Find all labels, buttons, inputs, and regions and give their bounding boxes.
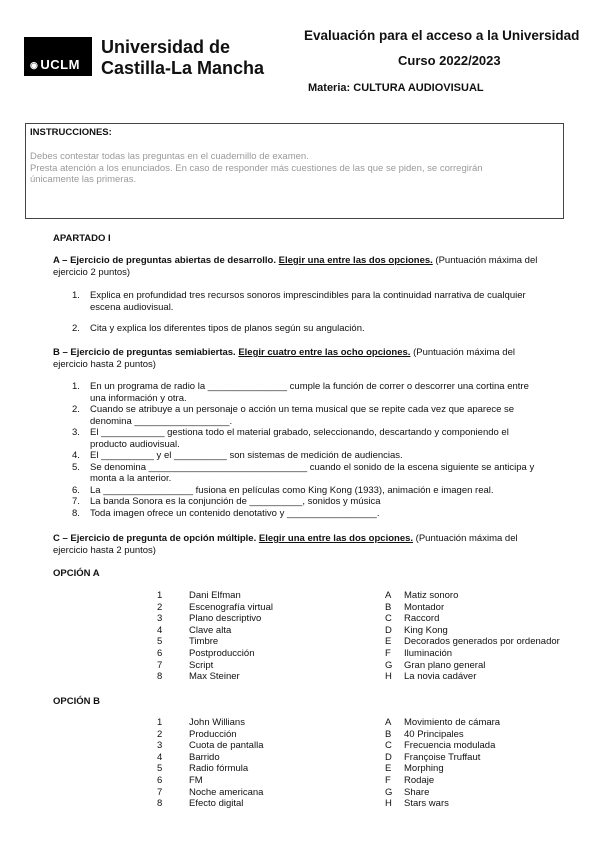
row-letter: B: [385, 728, 392, 740]
table-row: [157, 729, 500, 741]
table-row: [157, 648, 560, 660]
right-term: Matiz sonoro: [404, 590, 459, 601]
right-term: Gran plano general: [404, 659, 486, 671]
university-logo: [24, 37, 92, 76]
row-letter: G: [385, 786, 393, 798]
row-number: 6: [157, 774, 163, 786]
exam-course: Curso 2022/2023: [398, 53, 501, 68]
section-title: APARTADO I: [53, 233, 111, 244]
table-row: [157, 740, 500, 752]
list-item: 2. Cita y explica los diferentes tipos de planos según su angulación.: [72, 323, 365, 334]
part-b-list: [72, 381, 542, 519]
row-letter: F: [385, 647, 391, 659]
row-letter: A: [385, 590, 392, 601]
table-row: [157, 602, 560, 614]
instructions-text: [30, 151, 555, 186]
left-term: Efecto digital: [189, 798, 244, 810]
table-row: [157, 798, 500, 810]
left-term: Producción: [189, 728, 237, 740]
row-letter: G: [385, 659, 393, 671]
table-row: [157, 660, 560, 672]
instructions-line: Debes contestar todas las preguntas en el cuadernillo de examen.: [30, 151, 309, 162]
part-a-list: [72, 290, 542, 335]
row-number: 8: [157, 798, 163, 810]
list-item: 1. Explica en profundidad tres recursos sonoros imprescindibles para la continuidad narrativa de cualquier escena audiovisual.: [72, 290, 526, 313]
part-a-heading: [53, 255, 553, 278]
left-term: Dani Elfman: [189, 590, 241, 601]
right-term: Decorados generados por ordenador: [404, 636, 560, 648]
row-letter: H: [385, 671, 392, 683]
row-number: 7: [157, 786, 163, 798]
part-a-heading-underline: Elegir una entre las dos opciones.: [278, 255, 433, 266]
row-number: 7: [157, 659, 163, 671]
logo-text: ◉ UCLM: [30, 57, 80, 72]
part-c-heading-line2: ejercicio hasta 2 puntos): [53, 544, 156, 556]
right-term: Movimiento de cámara: [404, 717, 501, 728]
left-term: FM: [189, 774, 203, 786]
row-number: 5: [157, 763, 163, 775]
right-term: La novia cadáver: [404, 671, 477, 683]
subject-line: [308, 82, 484, 94]
left-term: John Willians: [189, 717, 245, 728]
table-row: [157, 613, 560, 625]
row-letter: F: [385, 774, 391, 786]
row-number: 2: [157, 728, 163, 740]
part-b-heading: [53, 347, 553, 370]
table-row: [157, 717, 500, 729]
instructions-line: únicamente las primeras.: [30, 174, 137, 185]
row-letter: C: [385, 613, 392, 625]
right-term: Frecuencia modulada: [404, 740, 496, 752]
row-letter: D: [385, 751, 392, 763]
subject-label: Materia:: [308, 82, 351, 94]
right-term: 40 Principales: [404, 728, 464, 740]
option-b-label: OPCIÓN B: [53, 696, 100, 707]
table-row: [157, 671, 560, 683]
left-term: Noche americana: [189, 786, 264, 798]
row-letter: B: [385, 601, 392, 613]
right-term: Montador: [404, 601, 445, 613]
row-number: 1: [157, 717, 163, 728]
part-b-heading-bold: B – Ejercicio de preguntas semiabiertas.: [53, 347, 236, 358]
part-b-heading-line2: ejercicio hasta 2 puntos): [53, 358, 156, 370]
right-term: Stars wars: [404, 798, 449, 810]
university-name-line1: Universidad de: [101, 37, 231, 57]
list-item: 6. La _________________ fusiona en películas como King Kong (1933), animación e imagen real.: [72, 484, 494, 496]
list-item: 8. Toda imagen ofrece un contenido denotativo y _________________.: [72, 507, 380, 519]
right-term: Françoise Truffaut: [404, 751, 481, 763]
row-number: 5: [157, 636, 163, 648]
row-letter: D: [385, 624, 392, 636]
instructions-box: [25, 123, 564, 219]
left-term: Postproducción: [189, 647, 255, 659]
row-letter: C: [385, 740, 392, 752]
table-row: [157, 752, 500, 764]
row-letter: H: [385, 798, 392, 810]
list-item: 5. Se denomina ______________________________ cuando el sonido de la escena siguiente se anticipa y monta a la anterior.: [72, 461, 535, 484]
row-number: 4: [157, 751, 163, 763]
row-number: 1: [157, 590, 163, 601]
row-number: 3: [157, 613, 163, 625]
part-c-heading: [53, 533, 553, 556]
right-term: Share: [404, 786, 430, 798]
part-c-heading-bold: C – Ejercicio de pregunta de opción múltiple.: [53, 533, 257, 544]
row-number: 4: [157, 624, 163, 636]
row-number: 2: [157, 601, 163, 613]
left-term: Timbre: [189, 636, 219, 648]
instructions-line: Presta atención a los enunciados. En caso de responder más cuestiones de las que se piden, se corregirán: [30, 162, 483, 174]
right-term: Iluminación: [404, 647, 453, 659]
exam-title: Evaluación para el acceso a la Universidad: [304, 28, 580, 43]
left-term: Plano descriptivo: [189, 613, 262, 625]
right-term: Raccord: [404, 613, 440, 625]
right-term: Rodaje: [404, 774, 435, 786]
list-item: 1. En un programa de radio la _______________ cumple la función de correr o descorrer una cortina entre una información y otra.: [72, 381, 529, 404]
part-a-heading-rest: (Puntuación máxima del: [435, 255, 538, 266]
left-term: Barrido: [189, 751, 220, 763]
row-letter: E: [385, 636, 392, 648]
row-number: 3: [157, 740, 163, 752]
table-row: [157, 625, 560, 637]
part-c-heading-rest: (Puntuación máxima del: [415, 533, 518, 544]
left-term: Script: [189, 659, 214, 671]
instructions-title: INSTRUCCIONES:: [30, 127, 112, 138]
university-name: [101, 37, 264, 79]
list-item: 3. El ____________ gestiona todo el material grabado, seleccionando, descartando y componiendo el producto audiovisual.: [72, 427, 509, 450]
table-row: [157, 590, 560, 602]
right-term: Morphing: [404, 763, 444, 775]
part-b-heading-rest: (Puntuación máxima del: [413, 347, 515, 358]
part-a-heading-bold: A – Ejercicio de preguntas abiertas de desarrollo.: [53, 255, 276, 266]
left-term: Cuota de pantalla: [189, 740, 264, 752]
table-row: [157, 787, 500, 799]
part-a-heading-line2: ejercicio 2 puntos): [53, 266, 131, 278]
part-c-heading-underline: Elegir una entre las dos opciones.: [258, 533, 414, 544]
option-b-table: [157, 717, 500, 810]
list-item: 7. La banda Sonora es la conjunción de __________, sonidos y música: [72, 496, 381, 507]
subject-value: CULTURA AUDIOVISUAL: [353, 82, 484, 94]
table-row: [157, 636, 560, 648]
right-term: King Kong: [404, 624, 448, 636]
row-letter: E: [385, 763, 392, 775]
list-item: 2. Cuando se atribuye a un personaje o acción un tema musical que se repite cada vez que aparece se denomina __________________.: [72, 404, 515, 427]
option-a-label: OPCIÓN A: [53, 568, 100, 579]
row-number: 8: [157, 671, 163, 683]
option-a-table: [157, 590, 560, 683]
left-term: Clave alta: [189, 624, 232, 636]
table-row: [157, 775, 500, 787]
row-number: 6: [157, 647, 163, 659]
list-item: 4. El __________ y el __________ son sistemas de medición de audiencias.: [72, 450, 403, 461]
row-letter: A: [385, 717, 392, 728]
part-b-heading-underline: Elegir cuatro entre las ocho opciones.: [238, 347, 411, 358]
left-term: Radio fórmula: [189, 763, 249, 775]
left-term: Max Steiner: [189, 671, 240, 683]
left-term: Escenografía virtual: [189, 601, 273, 613]
table-row: [157, 763, 500, 775]
university-name-line2: Castilla-La Mancha: [101, 58, 265, 78]
